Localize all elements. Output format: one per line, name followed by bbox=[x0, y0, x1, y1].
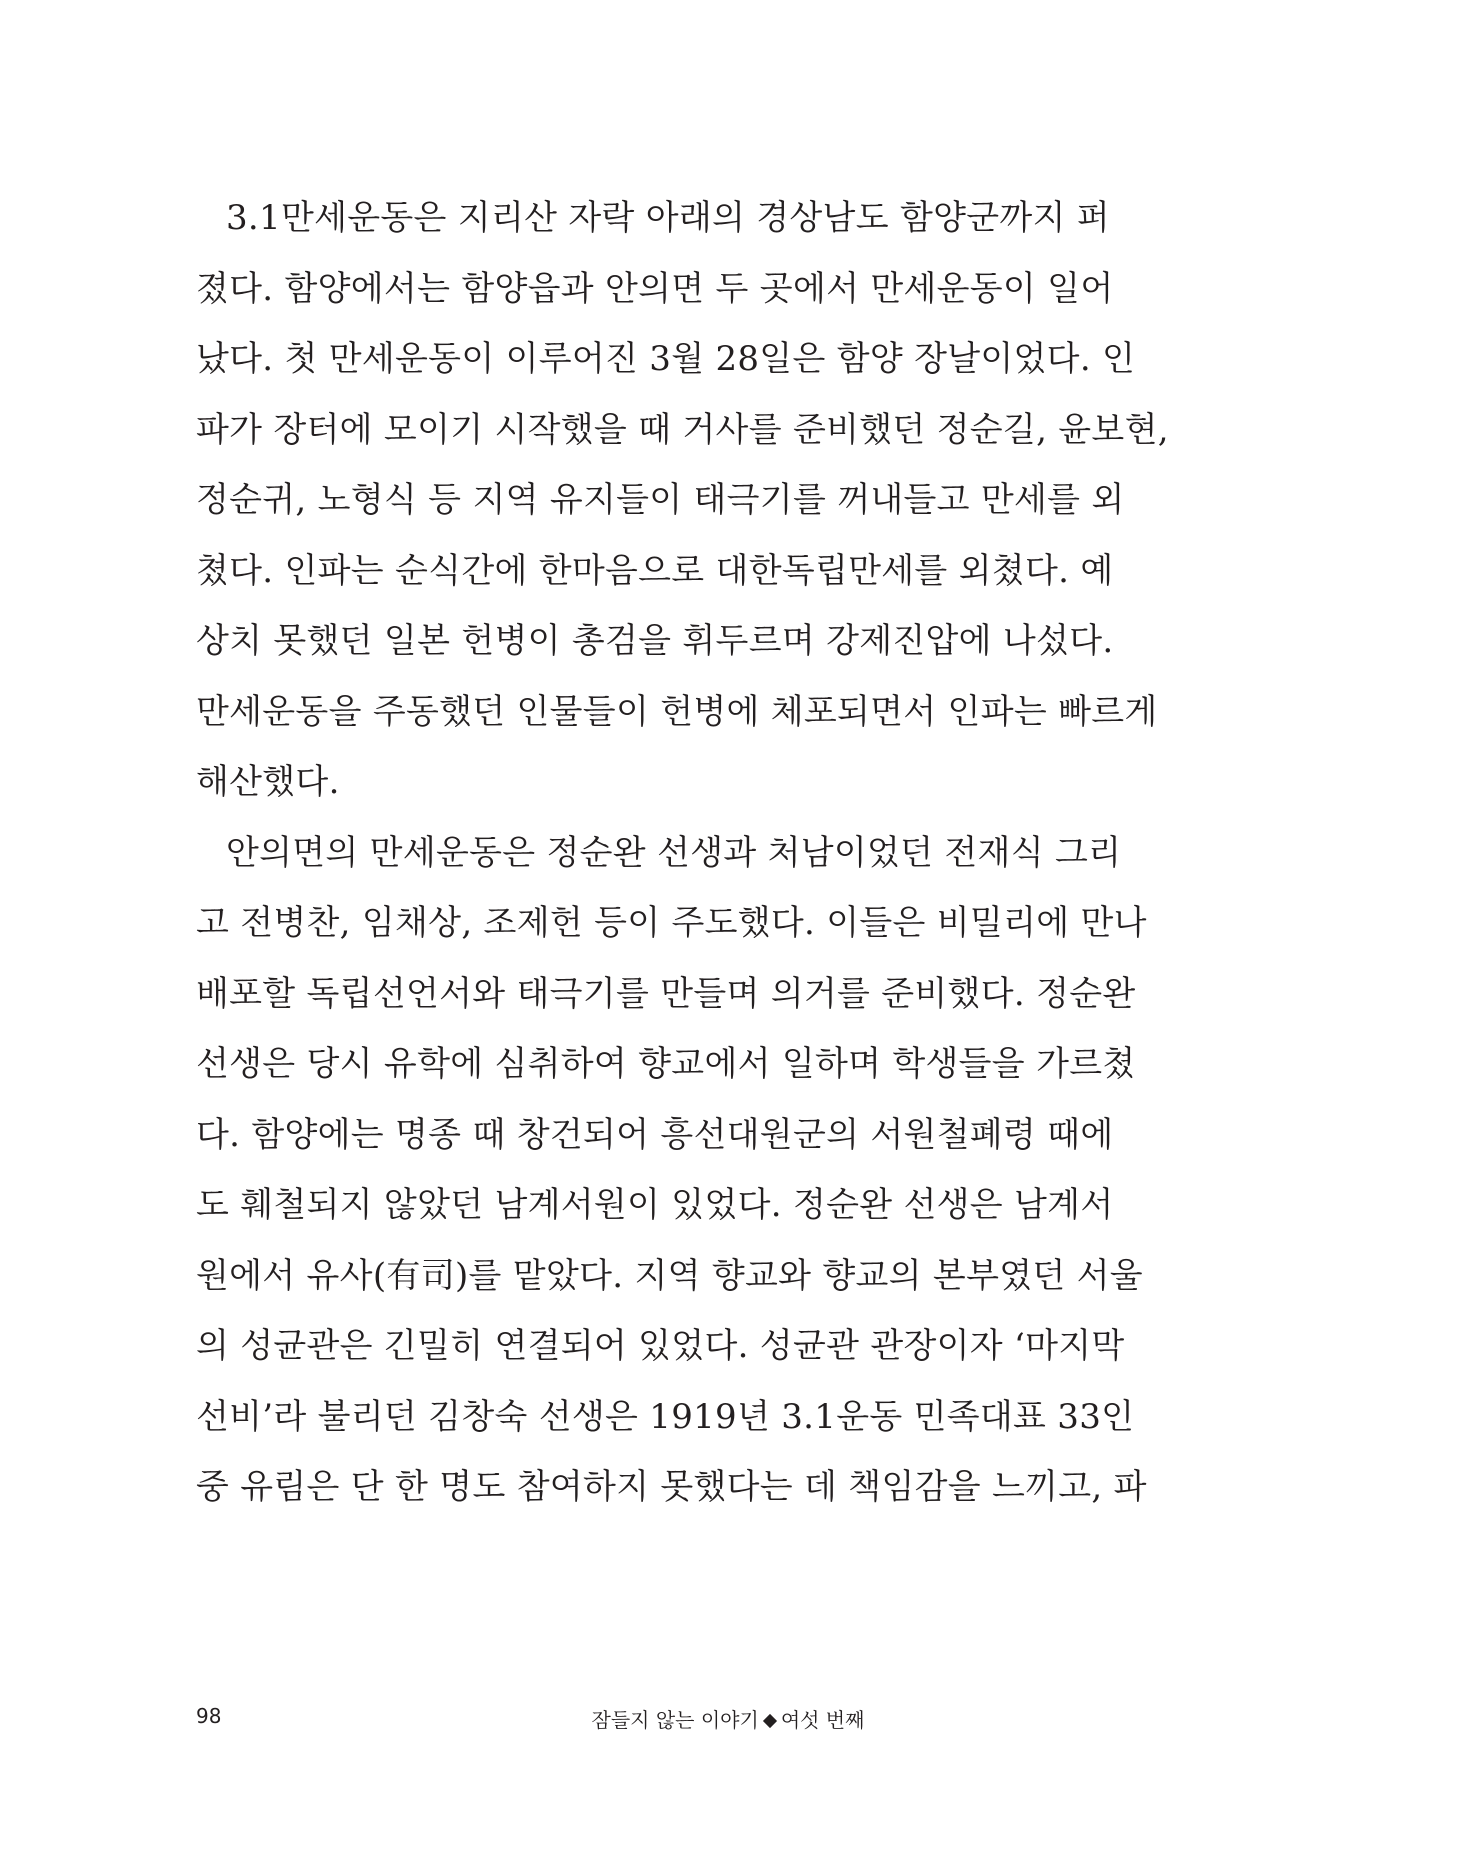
text-line: 고 전병찬, 임채상, 조제헌 등이 주도했다. 이들은 비밀리에 만나 bbox=[196, 903, 1147, 943]
text-line: 선생은 당시 유학에 심취하여 향교에서 일하며 학생들을 가르쳤 bbox=[196, 1044, 1136, 1084]
text-line: 파가 장터에 모이기 시작했을 때 거사를 준비했던 정순길, 윤보현, bbox=[196, 409, 1169, 450]
text-line: 배포할 독립선언서와 태극기를 만들며 의거를 준비했다. 정순완 bbox=[196, 973, 1136, 1014]
text-line: 선비’라 불리던 김창숙 선생은 1919년 3.1운동 민족대표 33인 bbox=[196, 1396, 1135, 1437]
text-line: 정순귀, 노형식 등 지역 유지들이 태극기를 꺼내들고 만세를 외 bbox=[196, 480, 1125, 520]
text-line: 났다. 첫 만세운동이 이루어진 3월 28일은 함양 장날이었다. 인 bbox=[196, 339, 1136, 379]
text-line: 졌다. 함양에서는 함양읍과 안의면 두 곳에서 만세운동이 일어 bbox=[196, 268, 1114, 309]
text-line: 3.1만세운동은 지리산 자락 아래의 경상남도 함양군까지 퍼 bbox=[226, 198, 1110, 238]
text-line: 안의면의 만세운동은 정순완 선생과 처남이었던 전재식 그리 bbox=[226, 832, 1122, 873]
running-footer bbox=[498, 1704, 958, 1733]
text-line: 다. 함양에는 명종 때 창건되어 흥선대원군의 서원철폐령 때에 bbox=[196, 1114, 1114, 1155]
text-line: 상치 못했던 일본 헌병이 총검을 휘두르며 강제진압에 나섰다. bbox=[196, 621, 1114, 661]
section-title: 여섯 번째 bbox=[780, 1708, 865, 1732]
text-line: 중 유림은 단 한 명도 참여하지 못했다는 데 책임감을 느끼고, 파 bbox=[196, 1467, 1147, 1507]
text-line: 의 성균관은 긴밀히 연결되어 있었다. 성균관 관장이자 ‘마지막 bbox=[196, 1326, 1125, 1366]
body-text bbox=[196, 183, 1169, 1523]
text-line: 원에서 유사(有司)를 맡았다. 지역 향교와 향교의 본부였던 서울 bbox=[196, 1255, 1143, 1296]
text-line: 해산했다. bbox=[196, 762, 340, 802]
text-line: 만세운동을 주동했던 인물들이 헌병에 체포되면서 인파는 빠르게 bbox=[196, 691, 1158, 732]
diamond-icon bbox=[763, 1713, 777, 1727]
text-line: 쳤다. 인파는 순식간에 한마음으로 대한독립만세를 외쳤다. 예 bbox=[196, 550, 1114, 591]
page-number: 98 bbox=[196, 1704, 222, 1728]
book-title: 잠들지 않는 이야기 bbox=[591, 1708, 759, 1732]
text-line: 도 훼철되지 않았던 남계서원이 있었다. 정순완 선생은 남계서 bbox=[196, 1185, 1114, 1225]
